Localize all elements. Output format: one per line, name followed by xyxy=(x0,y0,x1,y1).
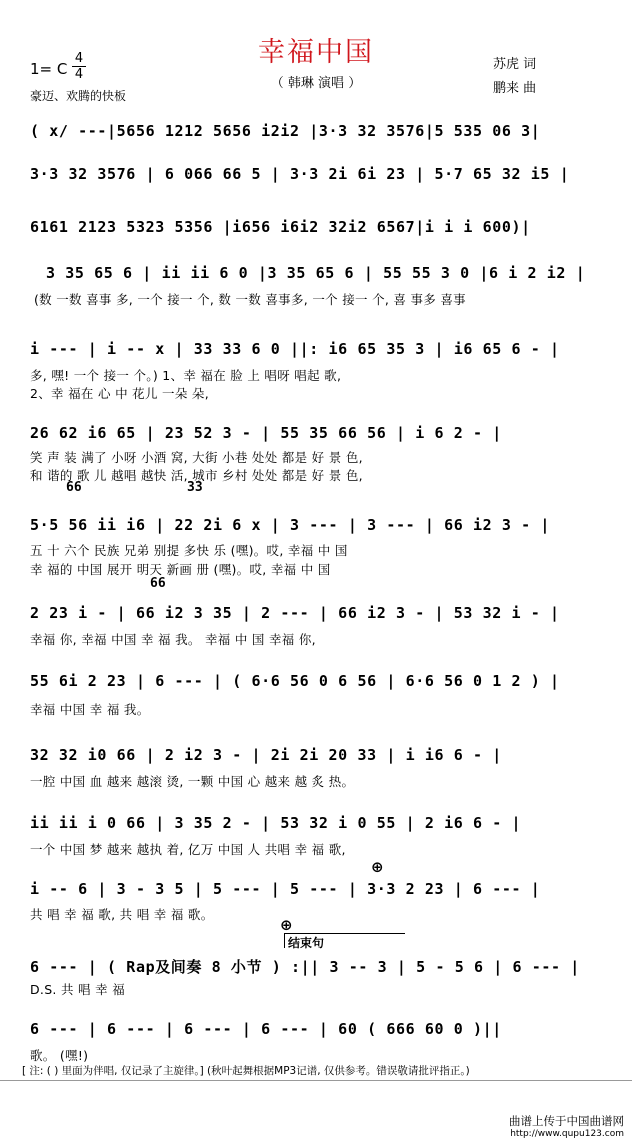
alt-notes-66: 66 xyxy=(66,480,82,495)
score-line-13: 6 --- | ( Rap及间奏 8 小节 ) :|| 3 -- 3 | 5 - 5 6 | 6 --- | xyxy=(30,958,580,976)
singer-credit: （ 韩琳 演唱 ） xyxy=(270,76,362,91)
key-signature: 1= C xyxy=(30,60,68,78)
lyric-line-5b: 2、幸 福在 心 中 花儿 一朵 朵, xyxy=(30,386,209,401)
footer-site: 曲谱上传于中国曲谱网 xyxy=(509,1114,624,1128)
lyric-line-12: 共 唱 幸 福 歌, 共 唱 幸 福 歌。 xyxy=(30,907,214,922)
footnote: [ 注: ( ) 里面为伴唱, 仅记录了主旋律。] (秋叶起舞根据MP3记谱, 仅供参考。错误敬请批评指正。) xyxy=(22,1065,470,1077)
lyric-line-6a: 笑 声 装 满了 小呀 小酒 窝, 大街 小巷 处处 都是 好 景 色, xyxy=(30,450,363,465)
segno-mark-2: ⊕ xyxy=(280,916,293,934)
score-line-1: ( x∕ ---|5656 1212 5656 i2i2 |3·3 32 3576|5 535 06 3| xyxy=(30,122,541,140)
time-signature xyxy=(72,52,86,81)
site-footer xyxy=(509,1115,624,1141)
lyric-line-5a: 多, 嘿! 一个 接一 个。) 1、幸 福在 脸 上 唱呀 唱起 歌, xyxy=(30,368,342,383)
score-line-7: 5·5 56 ii i6 | 22 2i 6 x | 3 --- | 3 --- | 66 i2 3 - | xyxy=(30,516,551,534)
lyric-line-11: 一个 中国 梦 越来 越执 着, 亿万 中国 人 共唱 幸 福 歌, xyxy=(30,842,346,857)
score-line-11: ii ii i 0 66 | 3 35 2 - | 53 32 i 0 55 | 2 i6 6 - | xyxy=(30,814,522,832)
composer: 鹏来 曲 xyxy=(493,81,537,96)
lyricist: 苏虎 词 xyxy=(493,57,537,72)
footer-url[interactable]: http://www.qupu123.com xyxy=(510,1129,624,1139)
lyric-line-7b: 幸 福的 中国 展开 明天 新画 册 (嘿)。哎, 幸福 中 国 xyxy=(30,562,331,577)
alt-notes-33: 33 xyxy=(187,480,203,495)
score-line-9: 55 6i 2 23 | 6 --- | ( 6·6 56 0 6 56 | 6·6 56 0 1 2 ) | xyxy=(30,672,560,690)
ending-label: 结束句 xyxy=(288,936,325,950)
time-bottom: 4 xyxy=(74,67,84,82)
lyric-line-13: D.S. 共 唱 幸 福 xyxy=(30,982,126,997)
lyric-line-9: 幸福 中国 幸 福 我。 xyxy=(30,702,150,717)
alt-notes-66-b: 66 xyxy=(150,576,166,591)
lyric-line-8: 幸福 你, 幸福 中国 幸 福 我。 幸福 中 国 幸福 你, xyxy=(30,632,316,647)
score-line-2: 3·3 32 3576 | 6 066 66 5 | 3·3 2i 6i 23 | 5·7 65 32 i5 | xyxy=(30,165,570,183)
lyric-line-7a: 五 十 六个 民族 兄弟 别提 多快 乐 (嘿)。哎, 幸福 中 国 xyxy=(30,543,348,558)
tempo-marking: 豪迈、欢腾的快板 xyxy=(30,89,127,103)
lyric-line-6b: 和 谐的 歌 儿 越唱 越快 活, 城市 乡村 处处 都是 好 景 色, xyxy=(30,468,363,483)
score-line-8: 2 23 i - | 66 i2 3 35 | 2 --- | 66 i2 3 - | 53 32 i - | xyxy=(30,604,560,622)
score-line-14: 6 --- | 6 --- | 6 --- | 6 --- | 60 ( 666 60 0 )|| xyxy=(30,1020,502,1038)
score-line-4: 3 35 65 6 | ii ii 6 0 |3 35 65 6 | 55 55 3 0 |6 i 2 i2 | xyxy=(46,264,586,282)
segno-mark-1: ⊕ xyxy=(371,858,384,876)
score-line-5: i --- | i -- x | 33 33 6 0 ||: i6 65 35 3 | i6 65 6 - | xyxy=(30,340,560,358)
score-line-12: i -- 6 | 3 - 3 5 | 5 --- | 5 --- | 3·3 2 23 | 6 --- | xyxy=(30,880,541,898)
lyric-line-4: (数 一数 喜事 多, 一个 接一 个, 数 一数 喜事多, 一个 接一 个, 喜 事多 喜事 xyxy=(34,292,466,307)
lyric-line-14: 歌。 (嘿!) xyxy=(30,1048,89,1063)
score-line-3: 6161 2123 5323 5356 |i656 i6i2 32i2 6567|i i i 600)| xyxy=(30,218,531,236)
divider xyxy=(0,1080,632,1081)
song-title: 幸福中国 xyxy=(258,37,374,68)
lyric-line-10: 一腔 中国 血 越来 越滚 烫, 一颗 中国 心 越来 越 炙 热。 xyxy=(30,774,355,789)
score-line-10: 32 32 i0 66 | 2 i2 3 - | 2i 2i 20 33 | i i6 6 - | xyxy=(30,746,502,764)
time-top: 4 xyxy=(74,51,84,66)
score-line-6: 26 62 i6 65 | 23 52 3 - | 55 35 66 56 | i 6 2 - | xyxy=(30,424,502,442)
